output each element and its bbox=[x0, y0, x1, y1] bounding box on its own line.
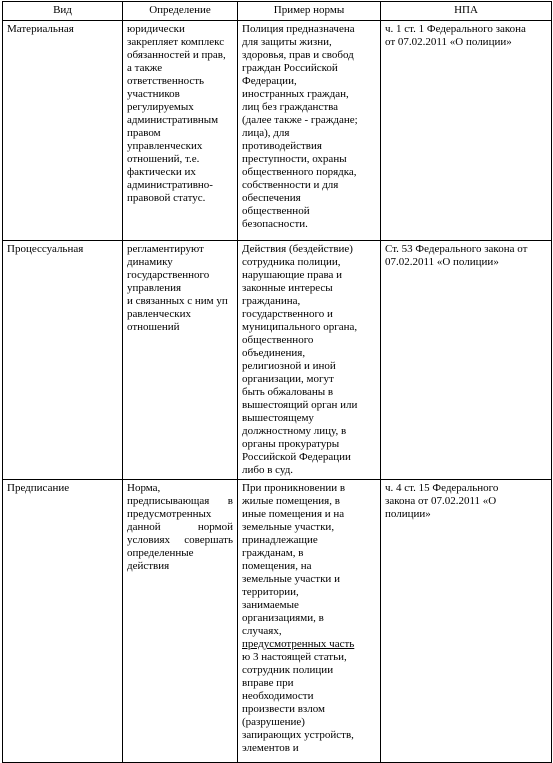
text-line: равленческих bbox=[127, 308, 191, 320]
cell-definition bbox=[123, 480, 238, 763]
text-line: элементов и bbox=[242, 742, 299, 754]
header-example: Пример нормы bbox=[238, 2, 381, 21]
table-row bbox=[3, 21, 552, 241]
text-line: государственного и bbox=[242, 308, 333, 320]
text-line: объединения, bbox=[242, 347, 306, 359]
text-line: безопасности. bbox=[242, 218, 308, 230]
text-line: сотрудник полиции bbox=[242, 664, 334, 676]
text-line: Полиция предназначена bbox=[242, 23, 355, 35]
cell-definition bbox=[123, 241, 238, 480]
text-line: участников bbox=[127, 88, 180, 100]
text-line: земельные участки, bbox=[242, 521, 335, 533]
text-line: ч. 4 ст. 15 Федерального bbox=[385, 482, 499, 494]
cell-example bbox=[238, 241, 381, 480]
text-line: гражданам, в bbox=[242, 547, 304, 559]
header-npa: НПА bbox=[381, 2, 552, 21]
text-line: иные помещения и на bbox=[242, 508, 345, 520]
text-line: Действия (бездействие) bbox=[242, 243, 353, 255]
text-line: (далее также - граждане; bbox=[242, 114, 358, 126]
text-line: либо в суд. bbox=[242, 464, 294, 476]
text-line: занимаемые bbox=[242, 599, 299, 611]
text-line: государственного bbox=[127, 269, 210, 281]
text-line: предусмотренных bbox=[127, 508, 212, 520]
text-line: от 07.02.2011 «О полиции» bbox=[385, 36, 512, 48]
text-line: лица), для bbox=[242, 127, 290, 139]
text-line: управления bbox=[127, 282, 182, 294]
text-line: и связанных с ним уп bbox=[127, 295, 228, 307]
text-line: вышестоящему bbox=[242, 412, 314, 424]
text-line: религиозной и иной bbox=[242, 360, 336, 372]
cell-vid: Процессуальная bbox=[3, 241, 123, 480]
text-line: Норма, bbox=[127, 482, 161, 494]
text-line: предписывающая в bbox=[127, 495, 233, 507]
text-line: динамику bbox=[127, 256, 173, 268]
text-line: управленческих bbox=[127, 140, 203, 152]
text-line: полиции» bbox=[385, 508, 431, 520]
header-definition: Определение bbox=[123, 2, 238, 21]
text-line: преступности, охраны bbox=[242, 153, 347, 165]
text-line: произвести взлом bbox=[242, 703, 326, 715]
text-line: закрепляет комплекс bbox=[127, 36, 225, 48]
text-line: вышестоящий орган или bbox=[242, 399, 358, 411]
text-line: условиях совершать bbox=[127, 534, 233, 546]
text-line: Ст. 53 Федерального закона от bbox=[385, 243, 528, 255]
text-line: лиц без гражданства bbox=[242, 101, 339, 113]
npa-table bbox=[2, 1, 552, 763]
text-line: общественного bbox=[242, 334, 314, 346]
text-line: общественного порядка, bbox=[242, 166, 357, 178]
text-line: органы прокуратуры bbox=[242, 438, 340, 450]
table-header-row bbox=[3, 2, 552, 21]
text-line: нарушающие права и bbox=[242, 269, 343, 281]
text-line: жилые помещения, в bbox=[242, 495, 340, 507]
text-line: организациями, в bbox=[242, 612, 324, 624]
text-line: помещения, на bbox=[242, 560, 312, 572]
text-line: иностранных граждан, bbox=[242, 88, 349, 100]
text-line: закона от 07.02.2011 «О bbox=[385, 495, 497, 507]
text-line: ч. 1 ст. 1 Федерального закона bbox=[385, 23, 526, 35]
text-line: регулируемых bbox=[127, 101, 194, 113]
text-line: действия bbox=[127, 560, 170, 572]
text-line: граждан Российской bbox=[242, 62, 338, 74]
cell-npa bbox=[381, 241, 552, 480]
text-line: (разрушение) bbox=[242, 716, 305, 728]
text-line: отношений, т.е. bbox=[127, 153, 200, 165]
text-line: здоровья, прав и свобод bbox=[242, 49, 354, 61]
text-line: территории, bbox=[242, 586, 299, 598]
text-line: 07.02.2011 «О полиции» bbox=[385, 256, 499, 268]
cell-definition bbox=[123, 21, 238, 241]
text-line: обязанностей и прав, bbox=[127, 49, 226, 61]
law-link-line[interactable]: предусмотренных часть bbox=[242, 638, 355, 650]
text-line: правовой статус. bbox=[127, 192, 206, 204]
cell-vid: Материальная bbox=[3, 21, 123, 241]
text-line: случаях, bbox=[242, 625, 282, 637]
text-line: фактически их bbox=[127, 166, 196, 178]
text-line: принадлежащие bbox=[242, 534, 318, 546]
text-line: обеспечения bbox=[242, 192, 301, 204]
table-row bbox=[3, 480, 552, 763]
text-line: запирающих устройств, bbox=[242, 729, 354, 741]
cell-vid: Предписание bbox=[3, 480, 123, 763]
text-line: определенные bbox=[127, 547, 194, 559]
text-line: быть обжалованы в bbox=[242, 386, 334, 398]
text-line: гражданина, bbox=[242, 295, 301, 307]
text-line: а также bbox=[127, 62, 163, 74]
cell-example bbox=[238, 21, 381, 241]
text-line: данной нормой bbox=[127, 521, 233, 533]
text-line: При проникновении в bbox=[242, 482, 346, 494]
text-line: административным bbox=[127, 114, 219, 126]
text-line: вправе при bbox=[242, 677, 294, 689]
text-line: административно- bbox=[127, 179, 213, 191]
cell-npa bbox=[381, 480, 552, 763]
text-line: земельные участки и bbox=[242, 573, 340, 585]
text-line: Федерации, bbox=[242, 75, 297, 87]
table-row bbox=[3, 241, 552, 480]
text-line: для защиты жизни, bbox=[242, 36, 332, 48]
text-line: Российской Федерации bbox=[242, 451, 351, 463]
text-line: ответственность bbox=[127, 75, 205, 87]
cell-npa bbox=[381, 21, 552, 241]
text-line: правом bbox=[127, 127, 161, 139]
cell-example bbox=[238, 480, 381, 763]
text-line: муниципального органа, bbox=[242, 321, 358, 333]
text-line: необходимости bbox=[242, 690, 314, 702]
text-line: сотрудника полиции, bbox=[242, 256, 341, 268]
text-line: законные интересы bbox=[242, 282, 333, 294]
text-line: регламентируют bbox=[127, 243, 204, 255]
text-line: противодействия bbox=[242, 140, 322, 152]
text-line: организации, могут bbox=[242, 373, 334, 385]
text-line: общественной bbox=[242, 205, 310, 217]
text-line: должностному лицу, в bbox=[242, 425, 347, 437]
text-line: собственности и для bbox=[242, 179, 339, 191]
text-line: ю 3 настоящей статьи, bbox=[242, 651, 347, 663]
text-line: юридически bbox=[127, 23, 185, 35]
text-line: отношений bbox=[127, 321, 180, 333]
header-vid: Вид bbox=[3, 2, 123, 21]
